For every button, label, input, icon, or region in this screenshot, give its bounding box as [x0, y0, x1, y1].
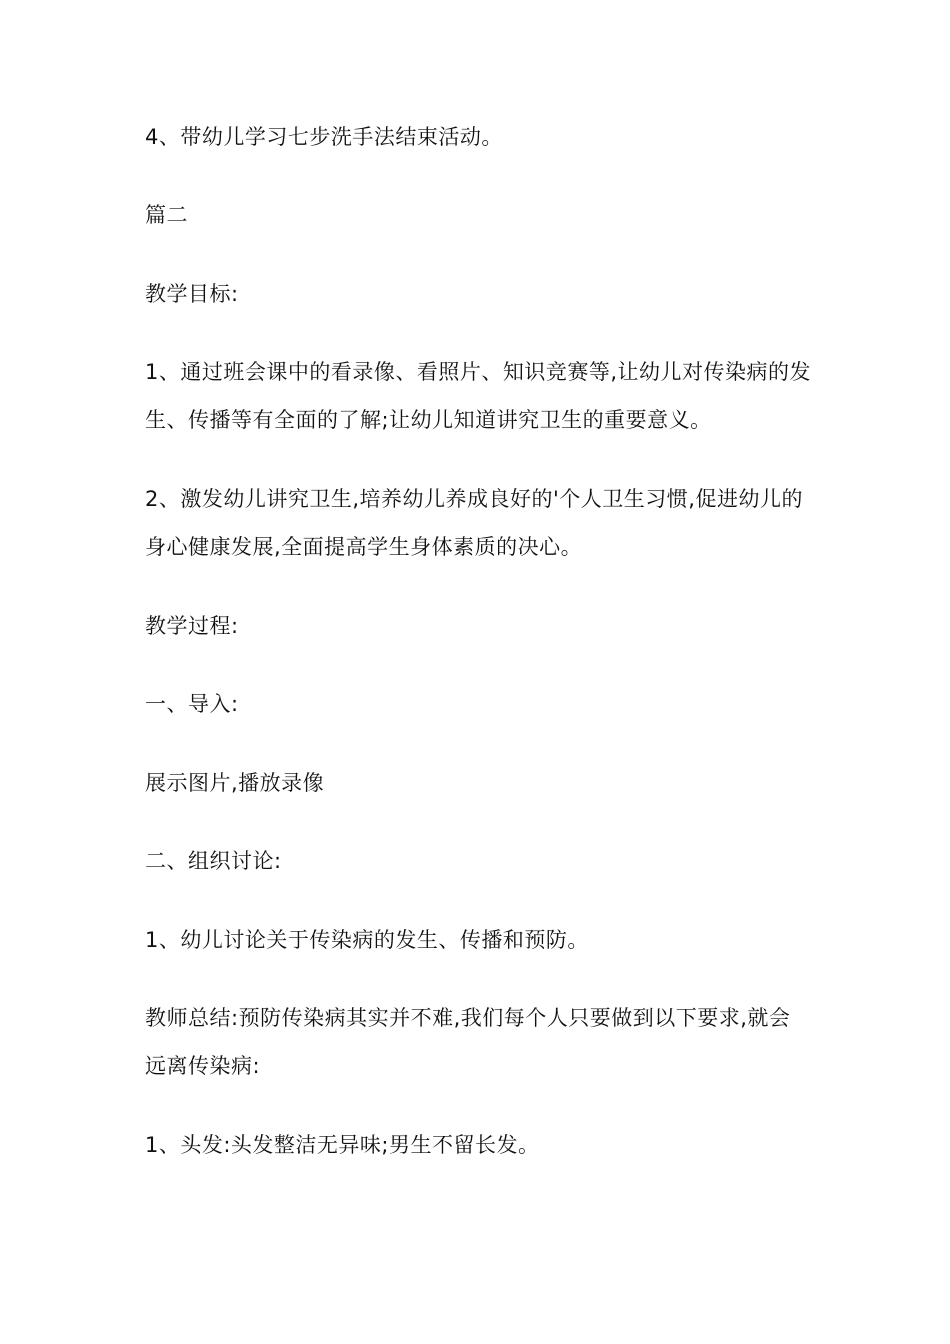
step-introduction: 一、导入:	[145, 692, 239, 716]
section-heading: 篇二	[145, 203, 188, 227]
heading-teaching-goals: 教学目标:	[145, 282, 239, 306]
discussion-item-1: 1、幼儿讨论关于传染病的发生、传播和预防。	[145, 928, 589, 952]
heading-teaching-process: 教学过程:	[145, 614, 239, 638]
goal-2-line-1: 2、激发幼儿讲究卫生,培养幼儿养成良好的'个人卫生习惯,促进幼儿的	[145, 487, 803, 511]
goal-1-line-1: 1、通过班会课中的看录像、看照片、知识竞赛等,让幼儿对传染病的发	[145, 360, 812, 384]
teacher-summary-line-1: 教师总结:预防传染病其实并不难,我们每个人只要做到以下要求,就会	[145, 1006, 791, 1030]
teacher-summary-line-2: 远离传染病:	[145, 1054, 261, 1078]
goal-2-line-2: 身心健康发展,全面提高学生身体素质的决心。	[145, 535, 583, 559]
step-discussion: 二、组织讨论:	[145, 849, 282, 873]
introduction-detail: 展示图片,播放录像	[145, 771, 325, 795]
goal-1-line-2: 生、传播等有全面的了解;让幼儿知道讲究卫生的重要意义。	[145, 408, 712, 432]
paragraph-step-4: 4、带幼儿学习七步洗手法结束活动。	[145, 125, 503, 149]
requirement-hair: 1、头发:头发整洁无异味;男生不留长发。	[145, 1133, 540, 1157]
